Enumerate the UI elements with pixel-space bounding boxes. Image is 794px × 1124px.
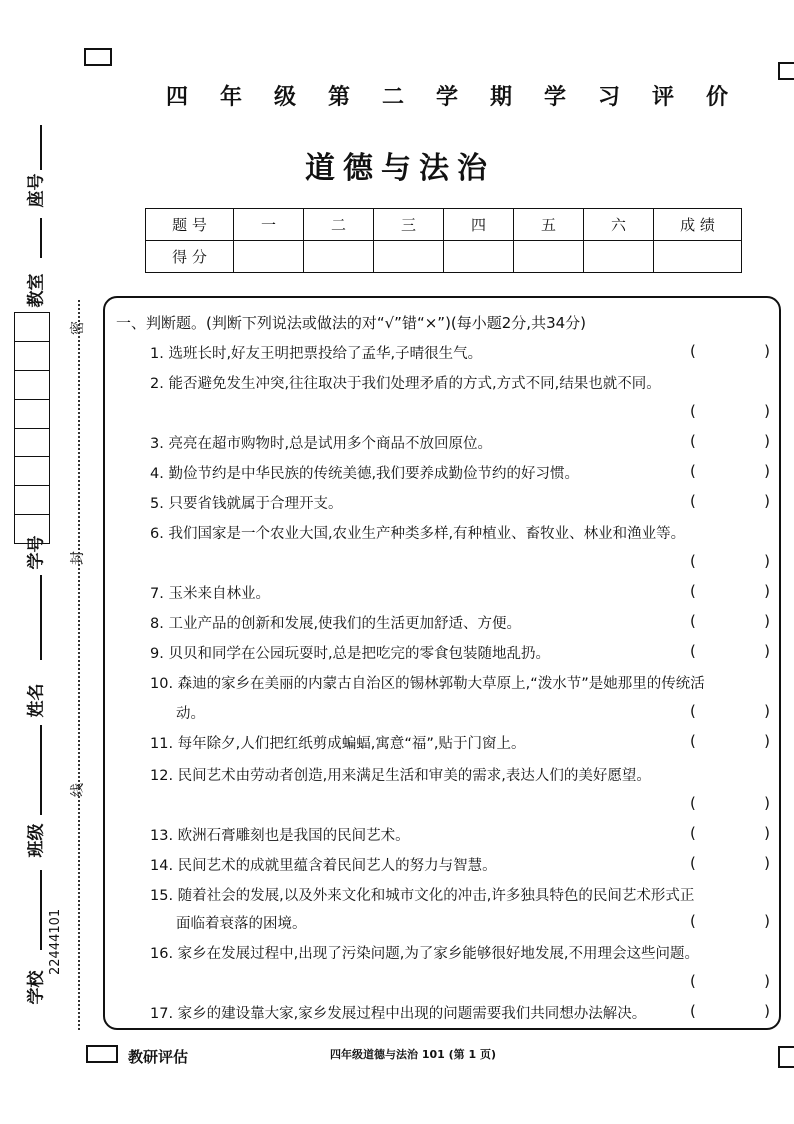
answer-parentheses[interactable] xyxy=(690,492,770,510)
grade-title-char: 评 xyxy=(652,84,675,110)
paren-open: ( xyxy=(690,612,696,630)
paren-open: ( xyxy=(690,824,696,842)
question-text: 10. 森迪的家乡在美丽的内蒙古自治区的锡林郭勒大草原上,“泼水节”是她那里的传统活 xyxy=(150,676,705,692)
question-text: 11. 每年除夕,人们把红纸剪成蝙蝠,寓意“福”,贴于门窗上。 xyxy=(150,736,526,752)
score-header-row xyxy=(146,209,742,241)
footer-label: 教研评估 xyxy=(128,1048,189,1066)
score-cell: 四 xyxy=(444,209,514,241)
seal-feng-text: 封 xyxy=(70,551,86,565)
question-text: 14. 民间艺术的成就里蕴含着民间艺人的努力与智慧。 xyxy=(150,858,497,874)
paren-open: ( xyxy=(690,582,696,600)
seal-mi-text: 密 xyxy=(70,321,86,335)
score-cell: 三 xyxy=(374,209,444,241)
name-label: 姓名 xyxy=(26,683,47,718)
seat-number-grid xyxy=(14,312,50,544)
score-blank[interactable] xyxy=(654,241,742,273)
score-cell: 得 分 xyxy=(146,241,234,273)
question-text: 动。 xyxy=(176,706,205,722)
paren-open: ( xyxy=(690,552,696,570)
grade-title-char: 期 xyxy=(490,84,513,110)
question-text: 15. 随着社会的发展,以及外来文化和城市文化的冲击,许多独具特色的民间艺术形式正 xyxy=(150,888,695,904)
classroom-line xyxy=(40,218,42,258)
answer-parentheses[interactable] xyxy=(690,402,770,420)
score-blank[interactable] xyxy=(374,241,444,273)
paren-close: ) xyxy=(764,492,770,510)
student-id-line xyxy=(40,575,42,660)
subject-title: 道德与法治 xyxy=(305,151,495,186)
grade-title-char: 四 xyxy=(166,84,189,110)
answer-parentheses[interactable] xyxy=(690,972,770,990)
paren-open: ( xyxy=(690,642,696,660)
answer-parentheses[interactable] xyxy=(690,612,770,630)
question-text: 8. 工业产品的创新和发展,使我们的生活更加舒适、方便。 xyxy=(150,616,522,632)
corner-mark-bottom-right xyxy=(778,1046,794,1068)
corner-mark-top-right xyxy=(778,62,794,80)
paren-close: ) xyxy=(764,582,770,600)
paren-close: ) xyxy=(764,462,770,480)
grade-title-char: 级 xyxy=(274,84,297,110)
classroom-label: 教室 xyxy=(26,273,47,308)
school-label: 学校 xyxy=(26,970,47,1005)
score-blank[interactable] xyxy=(514,241,584,273)
answer-parentheses[interactable] xyxy=(690,702,770,720)
grade-title-char: 价 xyxy=(706,84,729,110)
grade-title-char: 二 xyxy=(382,84,405,110)
score-cell: 二 xyxy=(304,209,374,241)
answer-parentheses[interactable] xyxy=(690,732,770,750)
answer-parentheses[interactable] xyxy=(690,582,770,600)
seal-xian-text: 线 xyxy=(70,783,86,797)
grade-title-char: 习 xyxy=(598,84,621,110)
paren-open: ( xyxy=(690,732,696,750)
paren-open: ( xyxy=(690,1002,696,1020)
grade-title xyxy=(150,80,750,114)
paren-close: ) xyxy=(764,612,770,630)
question-text: 17. 家乡的建设靠大家,家乡发展过程中出现的问题需要我们共同想办法解决。 xyxy=(150,1006,647,1022)
question-text: 1. 选班长时,好友王明把票投给了孟华,子晴很生气。 xyxy=(150,346,483,362)
score-cell: 成 绩 xyxy=(654,209,742,241)
question-text: 4. 勤俭节约是中华民族的传统美德,我们要养成勤俭节约的好习惯。 xyxy=(150,466,580,482)
question-text: 16. 家乡在发展过程中,出现了污染问题,为了家乡能够很好地发展,不用理会这些问题。 xyxy=(150,946,699,962)
paren-close: ) xyxy=(764,972,770,990)
paren-open: ( xyxy=(690,492,696,510)
score-blank[interactable] xyxy=(584,241,654,273)
paren-open: ( xyxy=(690,432,696,450)
paper-code: 22444101 xyxy=(48,908,63,975)
question-text: 5. 只要省钱就属于合理开支。 xyxy=(150,496,343,512)
question-text: 2. 能否避免发生冲突,往往取决于我们处理矛盾的方式,方式不同,结果也就不同。 xyxy=(150,376,661,392)
seat-label: 座号 xyxy=(26,173,47,208)
question-text: 面临着衰落的困境。 xyxy=(176,916,307,932)
grade-title-char: 学 xyxy=(436,84,459,110)
answer-parentheses[interactable] xyxy=(690,912,770,930)
question-text: 7. 玉米来自林业。 xyxy=(150,586,270,602)
score-cell: 一 xyxy=(234,209,304,241)
paren-close: ) xyxy=(764,794,770,812)
grade-title-char: 年 xyxy=(220,84,243,110)
seal-dotted-line xyxy=(78,300,80,1030)
paren-open: ( xyxy=(690,462,696,480)
score-cell: 题 号 xyxy=(146,209,234,241)
paren-close: ) xyxy=(764,552,770,570)
binding-sidebar xyxy=(0,0,100,1124)
paren-open: ( xyxy=(690,342,696,360)
grade-title-char: 学 xyxy=(544,84,567,110)
grade-title-char: 第 xyxy=(328,84,351,110)
paren-open: ( xyxy=(690,854,696,872)
paren-close: ) xyxy=(764,402,770,420)
paren-open: ( xyxy=(690,402,696,420)
question-text: 3. 亮亮在超市购物时,总是试用多个商品不放回原位。 xyxy=(150,436,493,452)
score-table xyxy=(145,208,742,273)
paren-open: ( xyxy=(690,794,696,812)
class-line xyxy=(40,870,42,950)
answer-parentheses[interactable] xyxy=(690,854,770,872)
footer-page-info: 四年级道德与法治 101 (第 1 页) xyxy=(330,1048,496,1061)
answer-parentheses[interactable] xyxy=(690,432,770,450)
score-cell: 五 xyxy=(514,209,584,241)
score-blank[interactable] xyxy=(444,241,514,273)
paren-close: ) xyxy=(764,912,770,930)
answer-parentheses[interactable] xyxy=(690,642,770,660)
question-text: 9. 贝贝和同学在公园玩耍时,总是把吃完的零食包装随地乱扔。 xyxy=(150,646,551,662)
answer-parentheses[interactable] xyxy=(690,462,770,480)
answer-parentheses[interactable] xyxy=(690,1002,770,1020)
score-value-row xyxy=(146,241,742,273)
score-cell: 六 xyxy=(584,209,654,241)
paren-close: ) xyxy=(764,854,770,872)
class-label: 班级 xyxy=(26,823,47,858)
answer-parentheses[interactable] xyxy=(690,794,770,812)
score-blank[interactable] xyxy=(304,241,374,273)
paren-close: ) xyxy=(764,342,770,360)
question-text: 12. 民间艺术由劳动者创造,用来满足生活和审美的需求,表达人们的美好愿望。 xyxy=(150,768,651,784)
paren-open: ( xyxy=(690,912,696,930)
score-blank[interactable] xyxy=(234,241,304,273)
question-text: 6. 我们国家是一个农业大国,农业生产种类多样,有种植业、畜牧业、林业和渔业等。 xyxy=(150,526,686,542)
question-text: 13. 欧洲石膏雕刻也是我国的民间艺术。 xyxy=(150,828,410,844)
paren-open: ( xyxy=(690,702,696,720)
paren-close: ) xyxy=(764,732,770,750)
section-heading: 一、判断题。(判断下列说法或做法的对“√”错“×”)(每小题2分,共34分) xyxy=(116,314,587,332)
paren-close: ) xyxy=(764,642,770,660)
answer-parentheses[interactable] xyxy=(690,342,770,360)
answer-parentheses[interactable] xyxy=(690,552,770,570)
paren-open: ( xyxy=(690,972,696,990)
paren-close: ) xyxy=(764,702,770,720)
student-id-label: 学号 xyxy=(26,535,47,570)
footer-box xyxy=(86,1045,118,1063)
paren-close: ) xyxy=(764,1002,770,1020)
answer-parentheses[interactable] xyxy=(690,824,770,842)
paren-close: ) xyxy=(764,432,770,450)
name-line xyxy=(40,725,42,815)
paren-close: ) xyxy=(764,824,770,842)
